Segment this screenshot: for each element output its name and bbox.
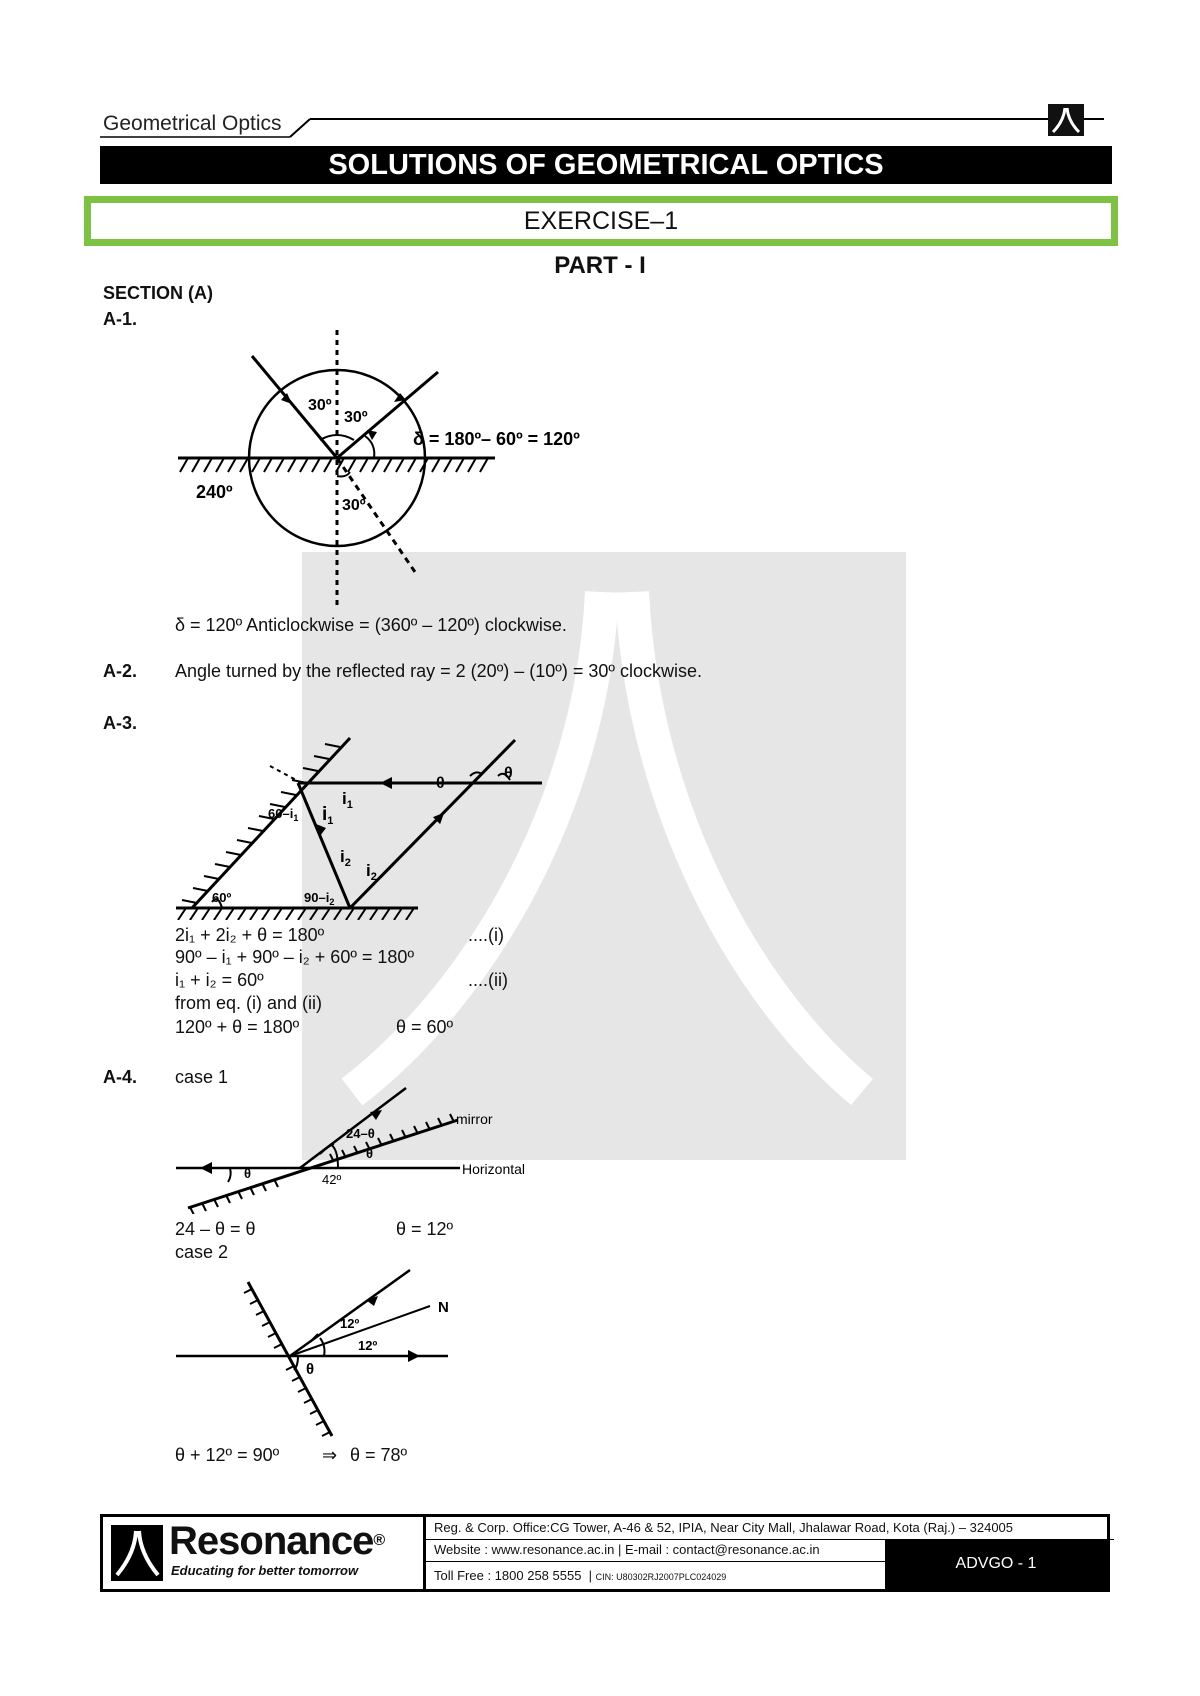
implies-arrow-icon: ⇒ [322,1445,338,1465]
a1-answer: δ = 120º Anticlockwise = (360º – 120º) clockwise. [175,615,567,635]
footer-office: Reg. & Corp. Office:CG Tower, A-46 & 52, IPIA, Near City Mall, Jhalawar Road, Kota (Raj.) – 324005 [426,1517,1114,1540]
a3-eq-2: 90º – i₁ + 90º – i₂ + 60º = 180º [175,947,415,967]
a3-tag-1: ....(i) [468,925,504,945]
a4-label: A-4. [103,1067,138,1087]
page-title: SOLUTIONS OF GEOMETRICAL OPTICS [100,146,1112,184]
section-heading: SECTION (A) [103,283,213,303]
footer-page-code: ADVGO - 1 [885,1539,1107,1589]
a4-case2-label: case 2 [175,1242,229,1262]
a3-diagram [170,730,550,920]
a4-case2-eq: θ + 12º = 90º [175,1445,280,1465]
a4-mirror-label: mirror [456,1111,493,1127]
a1-delta-label: δ = 180º– 60º = 120º [413,429,580,449]
a3-sixty-minus-i1: $60-i_1$ [268,806,299,823]
part-heading: PART - I [554,252,646,279]
a4-angle-42: 42º [322,1172,342,1187]
a4-angle-24-theta: 24–θ [346,1126,375,1141]
footer-contact: Toll Free : 1800 258 5555 | CIN: U80302RJ2007PLC024029 [434,1568,727,1583]
a4-case2-angle-2: 12º [358,1338,378,1353]
a3-eq-3: i₁ + i₂ = 60º [175,970,264,990]
a1-angle-b: 30º [344,409,368,426]
a4-case2-angle-1: 12º [340,1316,360,1331]
a4-case2-result: θ = 78º [350,1445,408,1465]
footer [100,1514,1110,1592]
a1-angle-c: 30º [342,497,366,514]
a3-tag-3: ....(ii) [468,970,508,990]
a3-theta-outer: θ [504,765,513,782]
header-section-label: Geometrical Optics [103,112,282,135]
exercise-heading: EXERCISE–1 [84,196,1118,246]
a4-case1-label: case 1 [175,1067,229,1087]
a1-diagram [170,320,630,610]
a3-label: A-3. [103,713,138,733]
footer-website: Website : www.resonance.ac.in | E-mail : contact@resonance.ac.in [426,1539,886,1562]
a1-big-angle: 240º [196,482,233,502]
header-rule [0,100,1200,140]
a3-eq-1: 2i₁ + 2i₂ + θ = 180º [175,925,325,945]
a4-angle-theta-a: θ [366,1146,374,1161]
a3-theta-inner: θ [436,775,445,792]
a1-angle-a: 30º [308,397,332,414]
a3-i1-top: $i_1$ [342,789,353,811]
a4-case1-diagram [170,1084,550,1214]
a3-i2-right: $i_2$ [366,861,377,883]
footer-tagline: Educating for better tomorrow [171,1563,359,1578]
a3-eq-5: 120º + θ = 180º [175,1017,300,1037]
a4-angle-theta-b: θ [244,1166,252,1181]
a3-eq-4: from eq. (i) and (ii) [175,993,323,1013]
a4-case1-result: θ = 12º [396,1219,454,1239]
a3-result: θ = 60º [396,1017,454,1037]
a3-i1-inner: $i_1$ [322,804,334,827]
footer-brand [103,1517,426,1589]
a4-case2-theta: θ [306,1361,315,1378]
a3-i2-left: $i_2$ [340,847,351,869]
resonance-logo-icon [111,1525,163,1581]
header-logo-icon [1048,104,1084,136]
header-rule-end [1084,118,1104,122]
a4-case2-diagram [170,1262,470,1442]
a2-label: A-2. [103,661,138,681]
a1-label: A-1. [103,309,138,329]
a2-text: Angle turned by the reflected ray = 2 (20º) – (10º) = 30º clockwise. [175,661,702,681]
a4-horizontal-label: Horizontal [462,1161,526,1177]
a4-normal-label: N [438,1299,449,1316]
a3-sixty-degree: 60º [212,890,232,905]
footer-brand-name: Resonance® [169,1519,385,1563]
a4-case1-eq: 24 – θ = θ [175,1219,256,1239]
a3-ninety-minus-i2: $90-i_2$ [304,890,335,907]
